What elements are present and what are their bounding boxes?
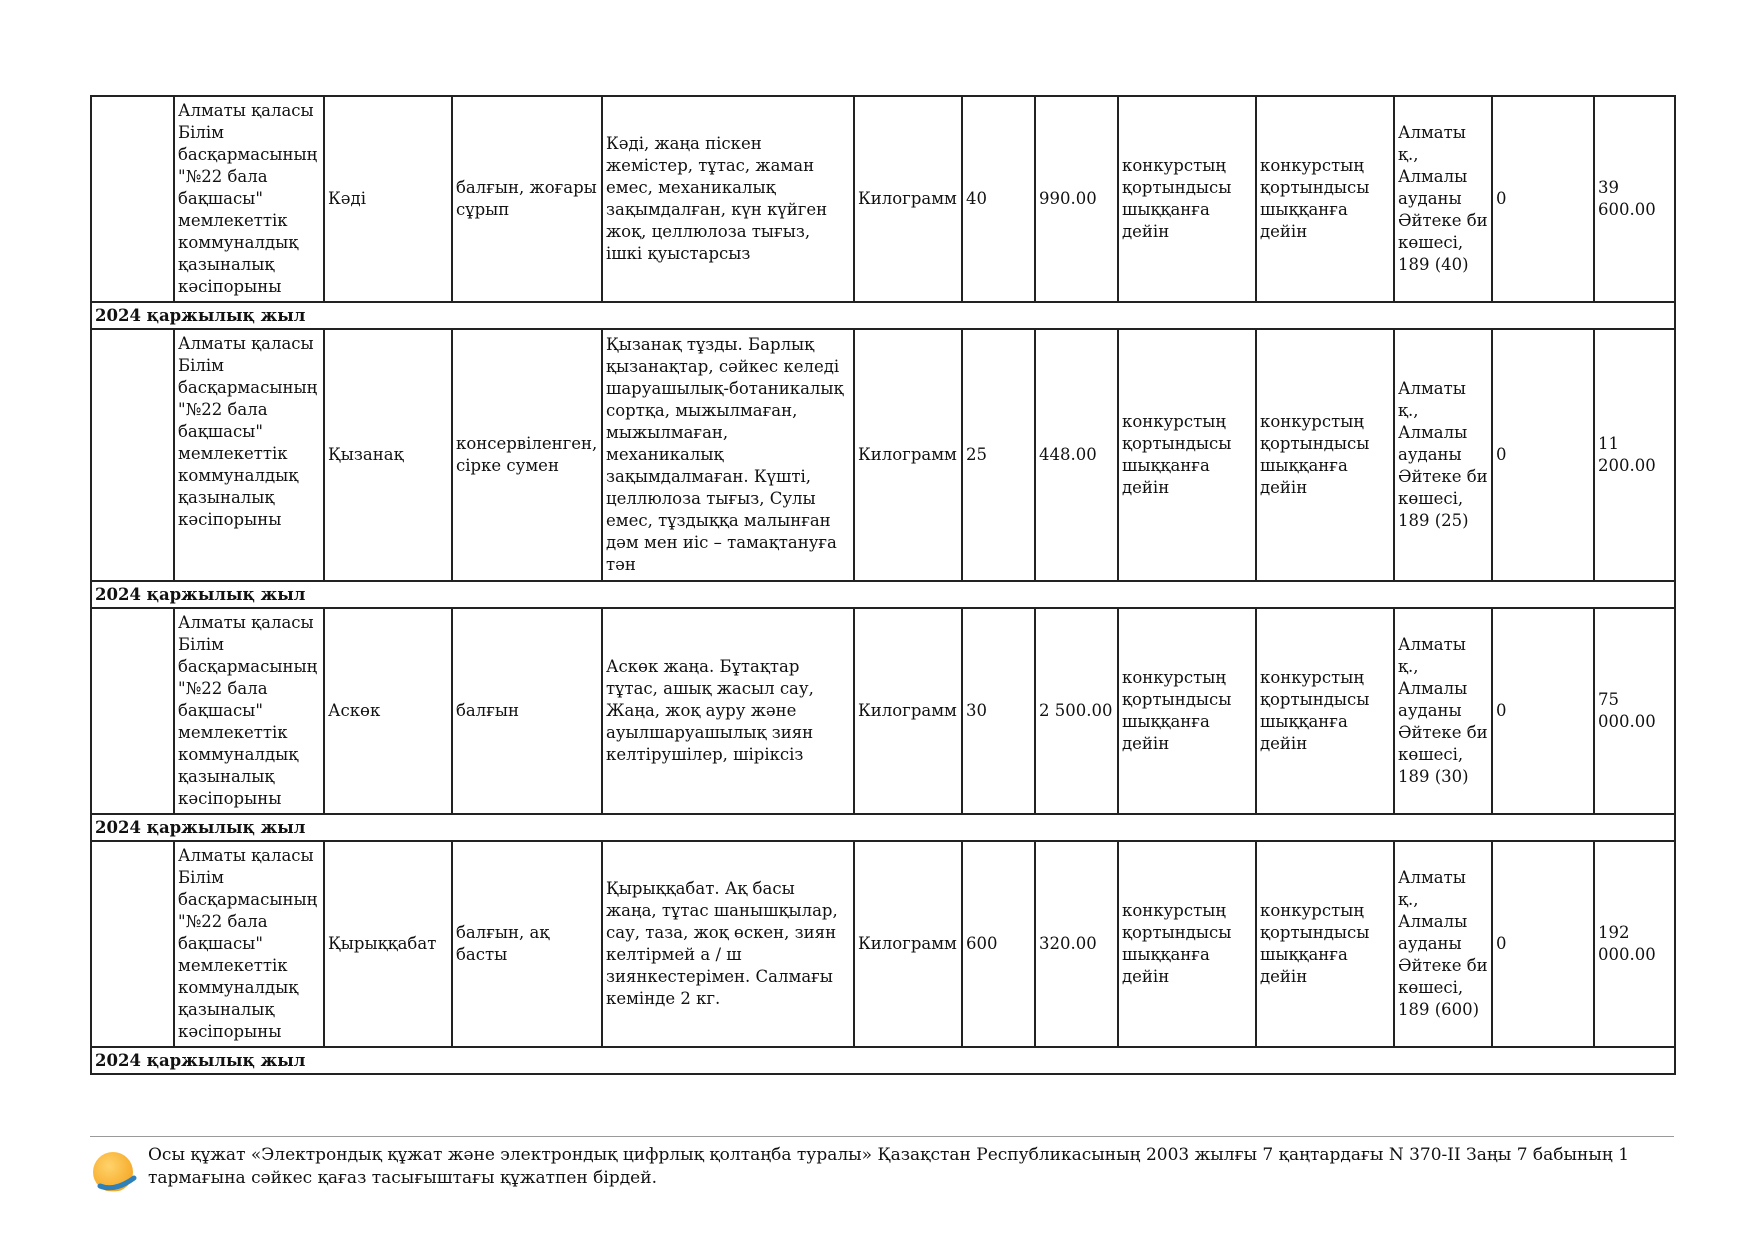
product-description-cell: Кәді, жаңа піскен жемістер, тұтас, жаман емес, механикалық зақымдалған, күн күйген жоқ, целлюлоза тығыз, ішкі қуыстарсыз (602, 96, 854, 302)
row-number-cell (91, 329, 174, 581)
row-number-cell (91, 841, 174, 1047)
total-cell: 11 200.00 (1594, 329, 1675, 581)
product-description-cell: Қызанақ тұзды. Барлық қызанақтар, сәйкес келеді шаруашылық-ботаникалық сортқа, мыжылмаған, мыжылмаған, механикалық зақымдалмаған. Күшті, целлюлоза тығыз, Сулы емес, тұздыққа малынған дәм мен иіс – тамақтануға тән (602, 329, 854, 581)
delivery-term-cell: конкурстың қортындысы шыққанға дейін (1256, 608, 1394, 814)
product-spec-cell: балғын, ақ басты (452, 841, 602, 1047)
product-name-cell: Аскөк (324, 608, 452, 814)
product-spec-cell: консервіленген, сірке сумен (452, 329, 602, 581)
table-row (91, 608, 1675, 814)
price-cell: 320.00 (1035, 841, 1118, 1047)
unit-cell: Килограмм (854, 96, 962, 302)
total-cell: 75 000.00 (1594, 608, 1675, 814)
delivery-term-cell: конкурстың қортындысы шыққанға дейін (1256, 841, 1394, 1047)
row-number-cell (91, 608, 174, 814)
delivery-term-cell: конкурстың қортындысы шыққанға дейін (1256, 329, 1394, 581)
price-cell: 448.00 (1035, 329, 1118, 581)
delivery-term-cell: конкурстың қортындысы шыққанға дейін (1256, 96, 1394, 302)
fiscal-year-row (91, 581, 1675, 608)
total-cell: 192 000.00 (1594, 841, 1675, 1047)
product-description-cell: Қырыққабат. Ақ басы жаңа, тұтас шанышқылар, сау, таза, жоқ өскен, зиян келтірмей а / ш зиянкестерімен. Салмағы кемінде 2 кг. (602, 841, 854, 1047)
delivery-place-cell: Алматы қ., Алмалы ауданы Әйтеке би көшесі, 189 (40) (1394, 96, 1492, 302)
product-name-cell: Қырыққабат (324, 841, 452, 1047)
customer-cell: Алматы қаласы Білім басқармасының "№22 бала бақшасы" мемлекеттік коммуналдық қазыналық кәсіпорыны (174, 841, 324, 1047)
customer-cell: Алматы қаласы Білім басқармасының "№22 бала бақшасы" мемлекеттік коммуналдық қазыналық кәсіпорыны (174, 96, 324, 302)
price-cell: 2 500.00 (1035, 608, 1118, 814)
fiscal-year-row (91, 814, 1675, 841)
fiscal-year-row (91, 302, 1675, 329)
quantity-cell: 600 (962, 841, 1035, 1047)
product-spec-cell: балғын, жоғары сұрып (452, 96, 602, 302)
delivery-term-cell: конкурстың қортындысы шыққанға дейін (1118, 329, 1256, 581)
unit-cell: Килограмм (854, 329, 962, 581)
document-footer (90, 1136, 1674, 1198)
fiscal-year-label: 2024 қаржылық жыл (91, 581, 1675, 608)
delivery-term-cell: конкурстың қортындысы шыққанға дейін (1118, 841, 1256, 1047)
table-row (91, 96, 1675, 302)
delivery-place-cell: Алматы қ., Алмалы ауданы Әйтеке би көшесі, 189 (600) (1394, 841, 1492, 1047)
advance-cell: 0 (1492, 329, 1594, 581)
product-name-cell: Қызанақ (324, 329, 452, 581)
product-spec-cell: балғын (452, 608, 602, 814)
quantity-cell: 25 (962, 329, 1035, 581)
delivery-term-cell: конкурстың қортындысы шыққанға дейін (1118, 96, 1256, 302)
fiscal-year-label: 2024 қаржылық жыл (91, 1047, 1675, 1074)
quantity-cell: 30 (962, 608, 1035, 814)
total-cell: 39 600.00 (1594, 96, 1675, 302)
table-row (91, 841, 1675, 1047)
delivery-place-cell: Алматы қ., Алмалы ауданы Әйтеке би көшесі, 189 (25) (1394, 329, 1492, 581)
advance-cell: 0 (1492, 841, 1594, 1047)
row-number-cell (91, 96, 174, 302)
fiscal-year-row (91, 1047, 1675, 1074)
legal-notice-text: Осы құжат «Электрондық құжат және электрондық цифрлық қолтаңба туралы» Қазақстан Республикасының 2003 жылғы 7 қаңтардағы N 370-II Заңы 7 бабының 1 тармағына сәйкес қағаз тасығыштағы құжатпен бірдей. (148, 1145, 1630, 1188)
delivery-term-cell: конкурстың қортындысы шыққанға дейін (1118, 608, 1256, 814)
procurement-table (90, 95, 1676, 1075)
fiscal-year-label: 2024 қаржылық жыл (91, 302, 1675, 329)
table-row (91, 329, 1675, 581)
customer-cell: Алматы қаласы Білім басқармасының "№22 бала бақшасы" мемлекеттік коммуналдық қазыналық кәсіпорыны (174, 608, 324, 814)
price-cell: 990.00 (1035, 96, 1118, 302)
fiscal-year-label: 2024 қаржылық жыл (91, 814, 1675, 841)
egov-sun-logo-icon (90, 1148, 140, 1198)
quantity-cell: 40 (962, 96, 1035, 302)
delivery-place-cell: Алматы қ., Алмалы ауданы Әйтеке би көшесі, 189 (30) (1394, 608, 1492, 814)
product-description-cell: Аскөк жаңа. Бұтақтар тұтас, ашық жасыл сау, Жаңа, жоқ ауру және ауылшаруашылық зиян келтірушілер, шіріксіз (602, 608, 854, 814)
advance-cell: 0 (1492, 96, 1594, 302)
advance-cell: 0 (1492, 608, 1594, 814)
customer-cell: Алматы қаласы Білім басқармасының "№22 бала бақшасы" мемлекеттік коммуналдық қазыналық кәсіпорыны (174, 329, 324, 581)
unit-cell: Килограмм (854, 608, 962, 814)
product-name-cell: Кәді (324, 96, 452, 302)
unit-cell: Килограмм (854, 841, 962, 1047)
